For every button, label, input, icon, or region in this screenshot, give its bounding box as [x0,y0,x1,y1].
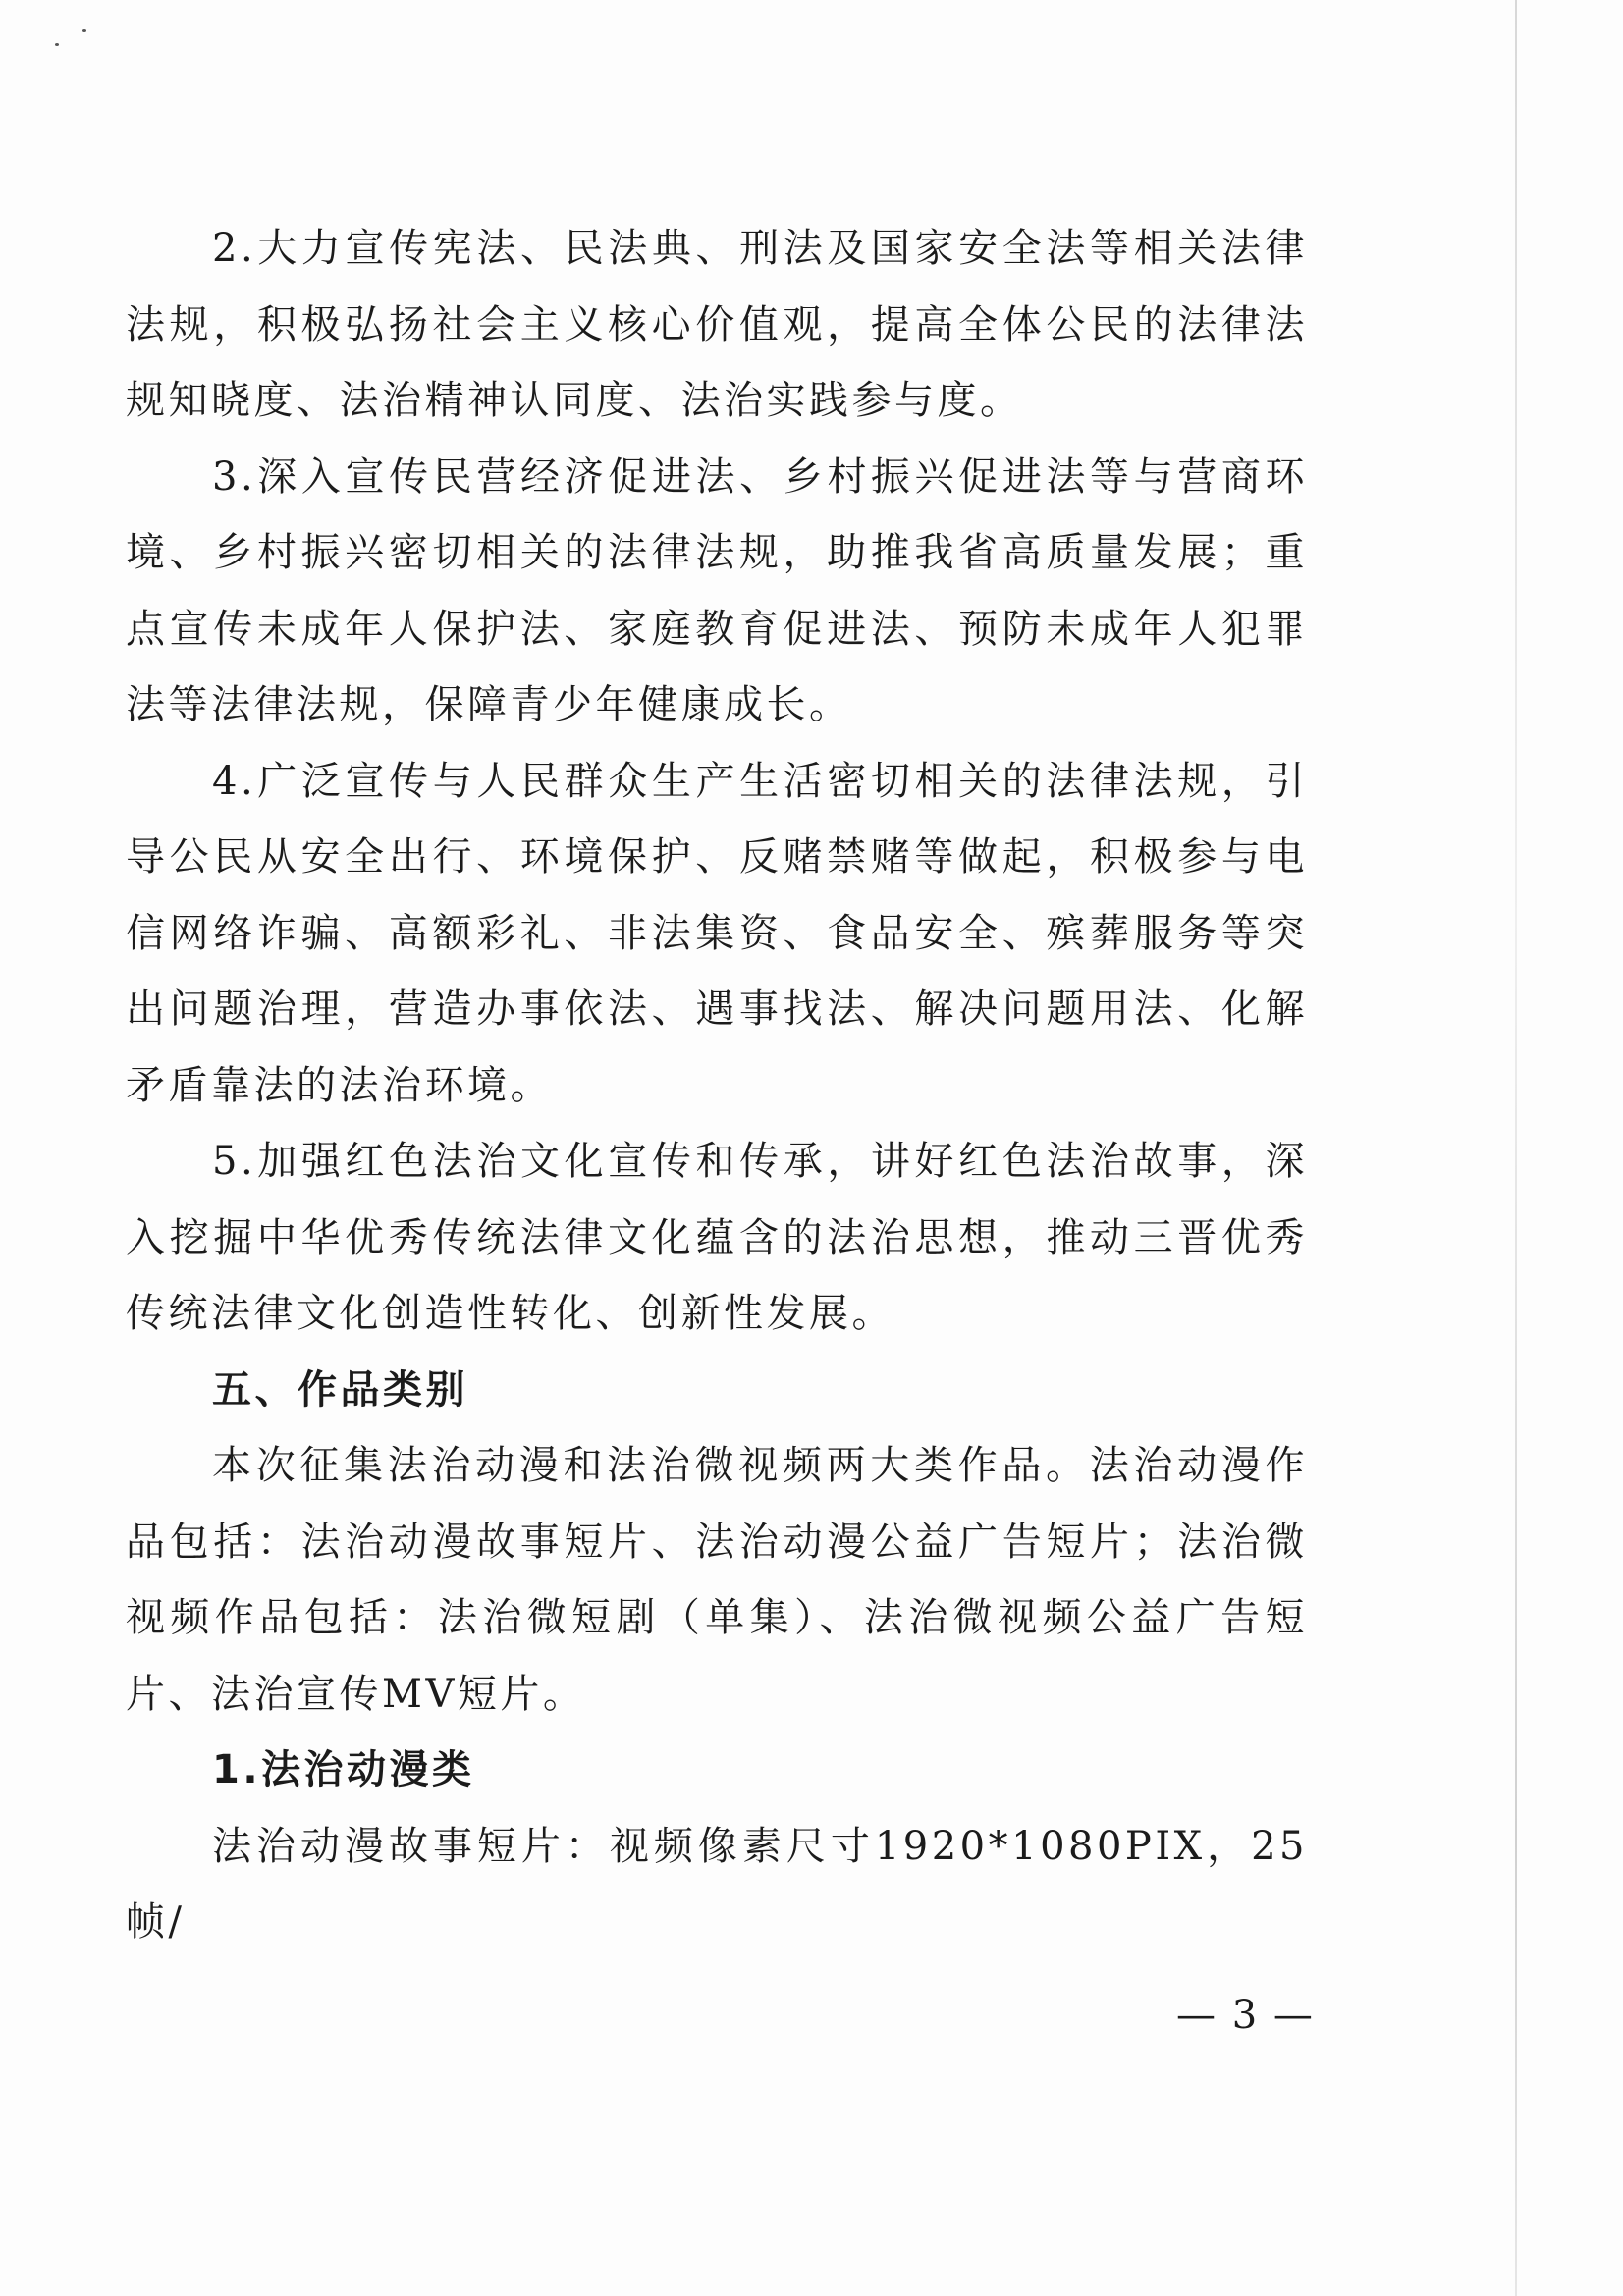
paragraph-5: 5.加强红色法治文化宣传和传承，讲好红色法治故事，深入挖掘中华优秀传统法律文化蕴含的法治思想，推动三晋优秀传统法律文化创造性转化、创新性发展。 [126,1139,1308,1336]
paragraph-3: 3.深入宣传民营经济促进法、乡村振兴促进法等与营商环境、乡村振兴密切相关的法律法规，助推我省高质量发展；重点宣传未成年人保护法、家庭教育促进法、预防未成年人犯罪法等法律法规，保障青少年健康成长。 [126,454,1308,727]
scan-speck [55,43,59,46]
section-paragraph: 本次征集法治动漫和法治微视频两大类作品。法治动漫作品包括：法治动漫故事短片、法治动漫公益广告短片；法治微视频作品包括：法治微短剧（单集）、法治微视频公益广告短片、法治宣传MV短片。 [126,1443,1308,1717]
paragraph-2: 2.大力宣传宪法、民法典、刑法及国家安全法等相关法律法规，积极弘扬社会主义核心价值观，提高全体公民的法律法规知晓度、法治精神认同度、法治实践参与度。 [126,226,1308,423]
section-heading: 五、作品类别 [212,1366,468,1413]
scan-edge-line [1515,0,1517,2296]
page-number: — 3 — [1176,1993,1315,2038]
subheading: 1.法治动漫类 [212,1747,475,1792]
paragraph-4: 4.广泛宣传与人民群众生产生活密切相关的法律法规，引导公民从安全出行、环境保护、反赌禁赌等做起，积极参与电信网络诈骗、高额彩礼、非法集资、食品安全、殡葬服务等突出问题治理，营造办事依法、遇事找法、解决问题用法、化解矛盾靠法的法治环境。 [126,758,1308,1108]
scan-speck [82,29,86,32]
last-paragraph: 法治动漫故事短片：视频像素尺寸1920*1080PIX，25帧/ [126,1823,1308,1945]
document-body [126,211,1308,1961]
